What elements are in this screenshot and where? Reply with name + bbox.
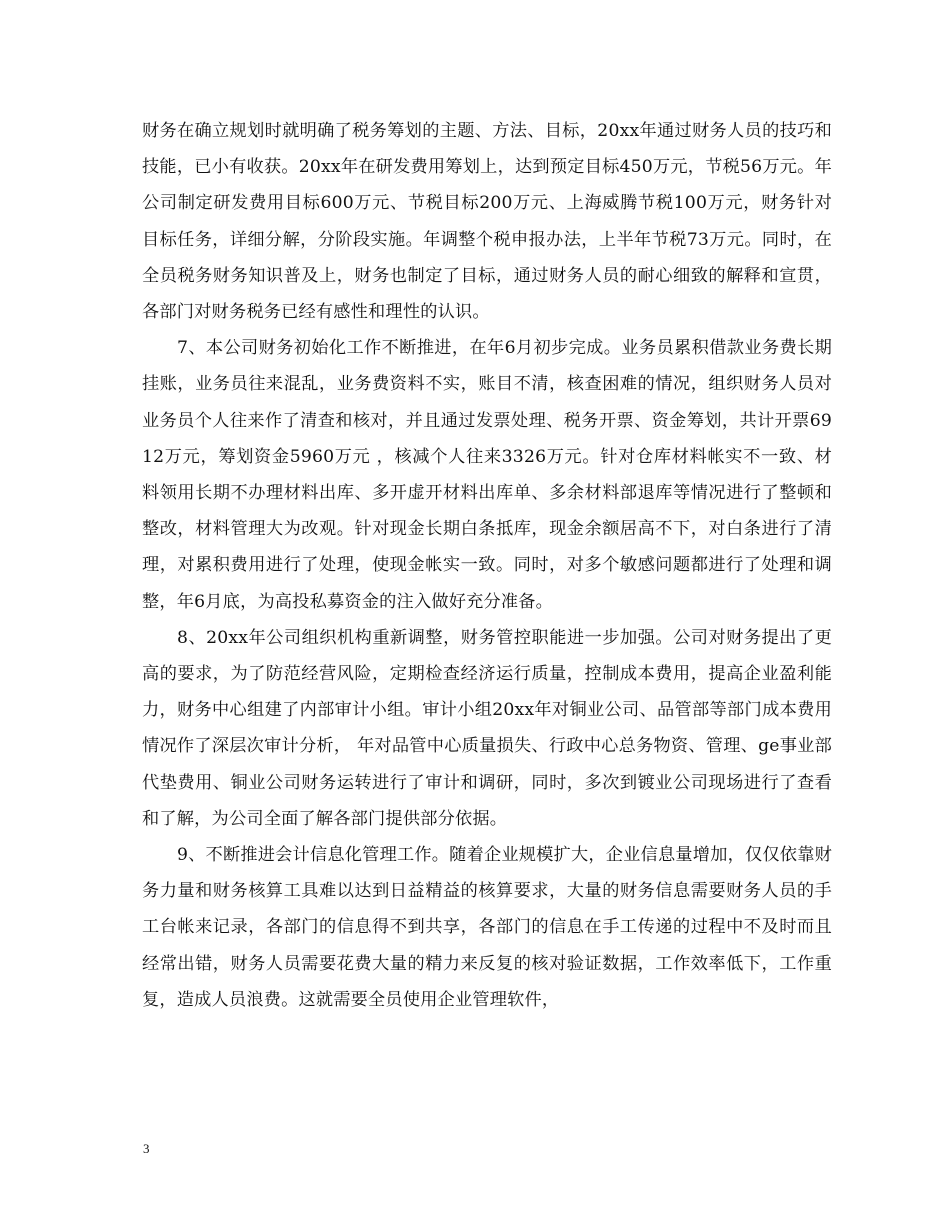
page-number: 3 [143,1141,150,1156]
paragraph-item-8: 8、20xx年公司组织机构重新调整，财务管控职能进一步加强。公司对财务提出了更高的要求，为了防范经营风险，定期检查经济运行质量，控制成本费用，提高企业盈利能力，财务中心组建了内部审计小组。审计小组20xx年对铜业公司、品管部等部门成本费用情况作了深层次审计分析， 年对品管中心质量损失、行政中心总务物资、管理、ge事业部代垫费用、铜业公司财务运转进行了审计和调研，同时，多次到镀业公司现场进行了查看和了解，为公司全面了解各部门提供部分依据。 [142,627,832,829]
document-body [142,113,832,1018]
paragraph-continued: 财务在确立规划时就明确了税务筹划的主题、方法、目标，20xx年通过财务人员的技巧和技能，已小有收获。20xx年在研发费用筹划上，达到预定目标450万元，节税56万元。年公司制定研发费用目标600万元、节税目标200万元、上海威腾节税100万元，财务针对目标任务，详细分解，分阶段实施。年调整个税申报办法，上半年节税73万元。同时，在全员税务财务知识普及上，财务也制定了目标，通过财务人员的耐心细致的解释和宣贯，各部门对财务税务已经有感性和理性的认识。 [142,121,832,323]
paragraph-item-7: 7、本公司财务初始化工作不断推进，在年6月初步完成。业务员累积借款业务费长期挂账，业务员往来混乱，业务费资料不实，账目不清，核查困难的情况，组织财务人员对业务员个人往来作了清查和核对，并且通过发票处理、税务开票、资金筹划，共计开票6912万元，筹划资金5960万元 ，核减个人往来3326万元。针对仓库材料帐实不一致、材料领用长期不办理材料出库、多开虚开材料出库单、多余材料部退库等情况进行了整顿和整改，材料管理大为改观。针对现金长期白条抵库，现金余额居高不下，对白条进行了清理，对累积费用进行了处理，使现金帐实一致。同时，对多个敏感问题都进行了处理和调整，年6月底，为高投私募资金的注入做好充分准备。 [142,338,832,612]
paragraph-item-9: 9、不断推进会计信息化管理工作。随着企业规模扩大，企业信息量增加，仅仅依靠财务力量和财务核算工具难以达到日益精益的核算要求，大量的财务信息需要财务人员的手工台帐来记录，各部门的信息得不到共享，各部门的信息在手工传递的过程中不及时而且经常出错，财务人员需要花费大量的精力来反复的核对验证数据，工作效率低下，工作重复，造成人员浪费。这就需要全员使用企业管理软件， [142,845,832,1010]
